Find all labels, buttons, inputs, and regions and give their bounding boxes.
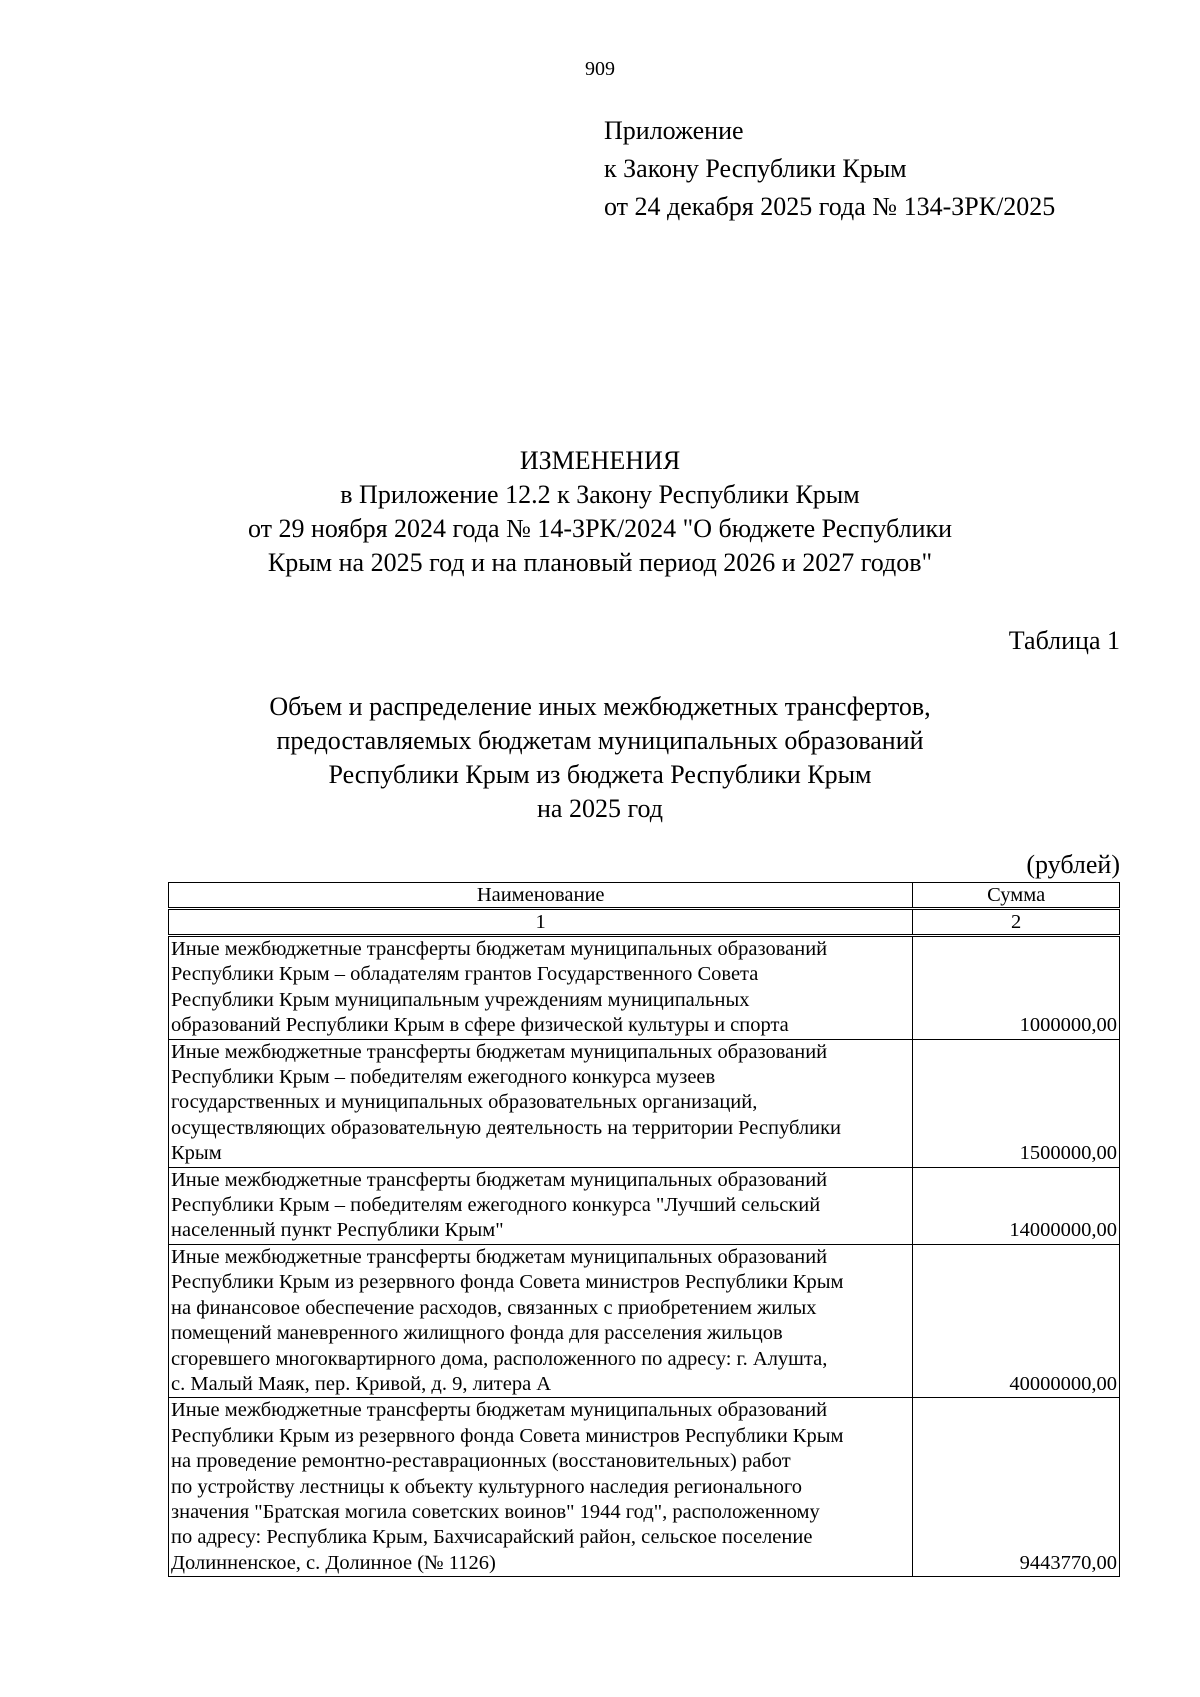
transfers-table	[168, 882, 1120, 1577]
appendix-line-2: к Закону Республики Крым	[604, 154, 907, 183]
table-title-line-1: Объем и распределение иных межбюджетных трансфертов,	[269, 692, 931, 721]
row-name: Иные межбюджетные трансферты бюджетам муниципальных образований Республики Крым – победителям ежегодного конкурса музеев государственных и муниципальных образовательных организаций, осуществляющих образовательную деятельность на территории Республики Крым	[169, 1039, 913, 1167]
changes-line-2: в Приложение 12.2 к Закону Республики Крым	[340, 480, 860, 509]
changes-line-3: от 29 ноября 2024 года № 14-ЗРК/2024 "О бюджете Республики	[247, 514, 953, 543]
header-name: Наименование	[169, 883, 913, 909]
row-sum: 9443770,00	[913, 1398, 1120, 1577]
table-title	[0, 690, 1200, 826]
table-row	[169, 1398, 1120, 1577]
table-row	[169, 1039, 1120, 1167]
row-name: Иные межбюджетные трансферты бюджетам муниципальных образований Республики Крым – победителям ежегодного конкурса "Лучший сельский населенный пункт Республики Крым"	[169, 1167, 913, 1244]
changes-heading-block	[0, 444, 1200, 580]
column-number-row	[169, 909, 1120, 936]
row-name: Иные межбюджетные трансферты бюджетам муниципальных образований Республики Крым из резервного фонда Совета министров Республики Крым на финансовое обеспечение расходов, связанных с приобретением жилых помещений маневренного жилищного фонда для расселения жильцов сгоревшего многоквартирного дома, расположенного по адресу: г. Алушта, с. Малый Маяк, пер. Кривой, д. 9, литера А	[169, 1244, 913, 1397]
column-number-name: 1	[169, 909, 913, 936]
appendix-line-3: от 24 декабря 2025 года № 134-ЗРК/2025	[604, 192, 1056, 221]
row-sum: 40000000,00	[913, 1244, 1120, 1397]
header-sum: Сумма	[913, 883, 1120, 909]
appendix-line-1: Приложение	[604, 116, 744, 145]
appendix-reference	[604, 112, 1055, 226]
table-row	[169, 1244, 1120, 1397]
table-label: Таблица 1	[1008, 626, 1120, 655]
column-number-sum: 2	[913, 909, 1120, 936]
row-name: Иные межбюджетные трансферты бюджетам муниципальных образований Республики Крым из резервного фонда Совета министров Республики Крым на проведение ремонтно-реставрационных (восстановительных) работ по устройству лестницы к объекту культурного наследия регионального значения "Братская могила советских воинов" 1944 год", расположенному по адресу: Республика Крым, Бахчисарайский район, сельское поселение Долинненское, с. Долинное (№ 1126)	[169, 1398, 913, 1577]
table-title-line-2: предоставляемых бюджетам муниципальных образований	[276, 726, 924, 755]
changes-line-4: Крым на 2025 год и на плановый период 2026 и 2027 годов"	[267, 548, 933, 577]
table-title-line-4: на 2025 год	[537, 794, 663, 823]
changes-heading: ИЗМЕНЕНИЯ	[519, 446, 681, 475]
row-name: Иные межбюджетные трансферты бюджетам муниципальных образований Республики Крым – обладателям грантов Государственного Совета Республики Крым муниципальным учреждениям муниципальных образований Республики Крым в сфере физической культуры и спорта	[169, 936, 913, 1040]
row-sum: 1500000,00	[913, 1039, 1120, 1167]
page-number: 909	[585, 58, 615, 80]
table-header-row	[169, 883, 1120, 909]
table-title-line-3: Республики Крым из бюджета Республики Крым	[328, 760, 872, 789]
row-sum: 1000000,00	[913, 936, 1120, 1040]
table-row	[169, 1167, 1120, 1244]
units-label: (рублей)	[1026, 850, 1120, 879]
table-row	[169, 936, 1120, 1040]
row-sum: 14000000,00	[913, 1167, 1120, 1244]
